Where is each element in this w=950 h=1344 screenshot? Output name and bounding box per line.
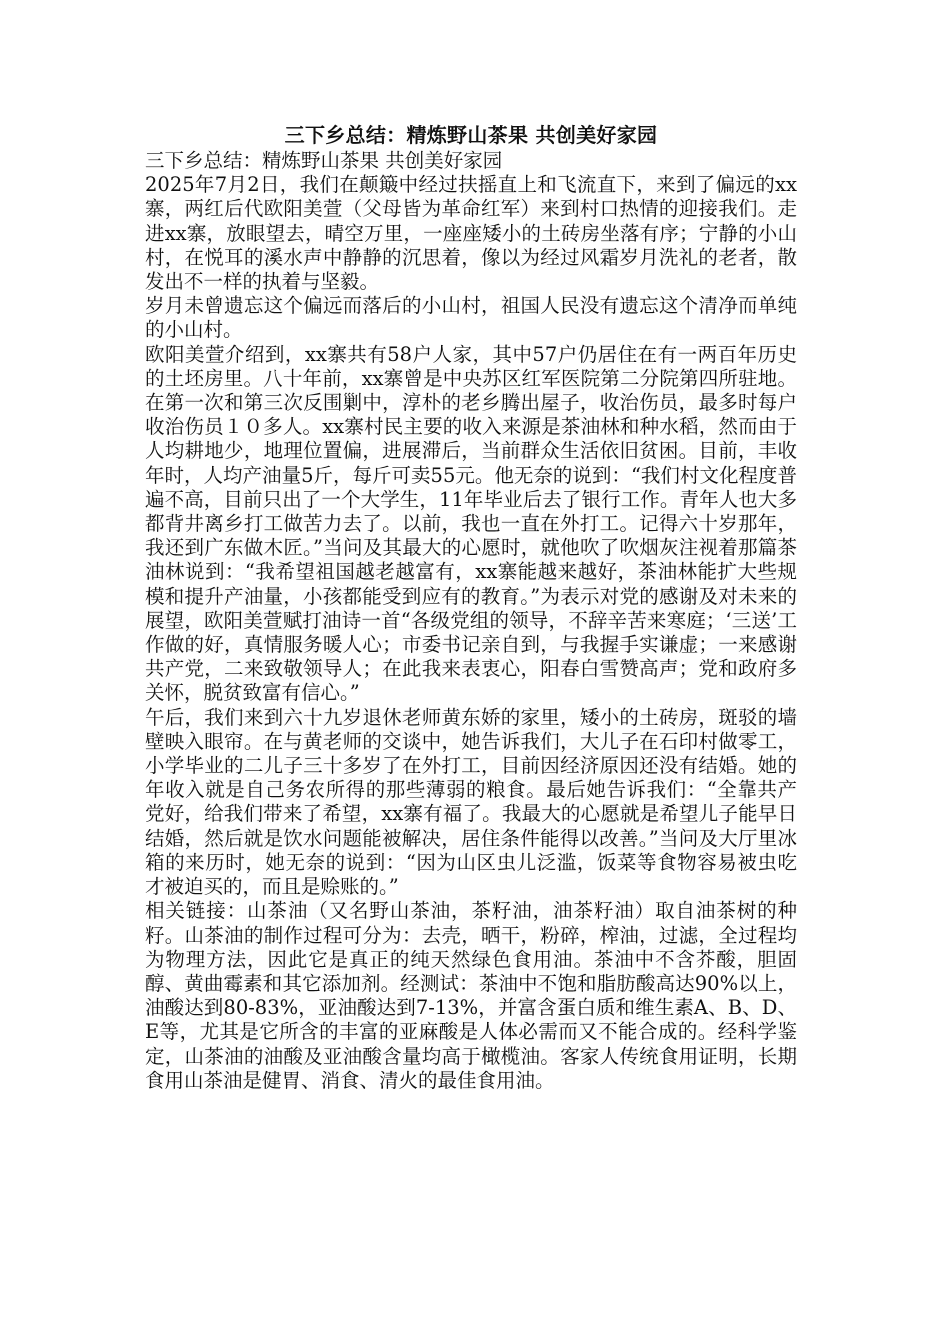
interview-paragraph: 欧阳美萱介绍到，xx寨共有58户人家，其中57户仍居住在有一两百年历史的土坯房里。八十年前，xx寨曾是中央苏区红军医院第二分院第四所驻地。在第一次和第三次反围剿中，淳朴的老乡腾出屋子，收治伤员，最多时每户收治伤员１０多人。xx寨村民主要的收入来源是茶油林和种水稻，然而由于人均耕地少，地理位置偏，进展滞后，当前群众生活依旧贫困。目前，丰收年时，人均产油量5斤，每斤可卖55元。他无奈的说到：“我们村文化程度普遍不高，目前只出了一个大学生，11年毕业后去了银行工作。青年人也大多都背井离乡打工做苦力去了。以前，我也一直在外打工。记得六十岁那年，我还到广东做木匠。”当问及其最大的心愿时，就他吹了吹烟灰注视着那篇茶油林说到：“我希望祖国越老越富有，xx寨能越来越好，茶油林能扩大些规模和提升产油量，小孩都能受到应有的教育。”为表示对党的感谢及对未来的展望，欧阳美萱赋打油诗一首“各级党组的领导，不辞辛苦来寒庭；‘三送’工作做的好，真情服务暖人心；市委书记亲自到，与我握手实谦虚；一来感谢共产党，二来致敬领导人；在此我来表衷心，阳春白雪赞高声；党和政府多关怀，脱贫致富有信心。” (145, 342, 797, 705)
document-body (145, 121, 797, 1093)
document-title: 三下乡总结：精炼野山茶果 共创美好家园 (284, 123, 658, 147)
related-link-paragraph: 相关链接：山茶油（又名野山茶油，茶籽油，油茶籽油）取自油茶树的种籽。山茶油的制作过程可分为：去壳，晒干，粉碎，榨油，过滤，全过程均为物理方法，因此它是真正的纯天然绿色食用油。茶油中不含芥酸，胆固醇、黄曲霉素和其它添加剂。经测试：茶油中不饱和脂肪酸高达90%以上，油酸达到80-83%，亚油酸达到7-13%，并富含蛋白质和维生素A、B、D、E等，尤其是它所含的丰富的亚麻酸是人体必需而又不能合成的。经科学鉴定，山茶油的油酸及亚油酸含量均高于橄榄油。客家人传统食用证明，长期食用山茶油是健胃、消食、清火的最佳食用油。 (145, 899, 797, 1092)
village-paragraph: 岁月未曾遗忘这个偏远而落后的小山村，祖国人民没有遗忘这个清净而单纯的小山村。 (145, 294, 797, 342)
arrival-paragraph: 2025年7月2日，我们在颠簸中经过扶摇直上和飞流直下，来到了偏远的xx寨，两红后代欧阳美萱（父母皆为革命红军）来到村口热情的迎接我们。走进xx寨，放眼望去，晴空万里，一座座矮小的土砖房坐落有序；宁静的小山村，在悦耳的溪水声中静静的沉思着，像以为经过风霜岁月洗礼的老者，散发出不一样的执着与坚毅。 (145, 173, 797, 294)
afternoon-paragraph: 午后，我们来到六十九岁退休老师黄东娇的家里，矮小的土砖房，斑驳的墙壁映入眼帘。在与黄老师的交谈中，她告诉我们，大儿子在石印村做零工，小学毕业的二儿子三十多岁了在外打工，目前因经济原因还没有结婚。她的年收入就是自己务农所得的那些薄弱的粮食。最后她告诉我们：“全靠共产党好，给我们带来了希望，xx寨有福了。我最大的心愿就是希望儿子能早日结婚，然后就是饮水问题能被解决，居住条件能得以改善。”当问及大厅里冰箱的来历时，她无奈的说到：“因为山区虫儿泛滥，饭菜等食物容易被虫吃才被迫买的，而且是赊账的。” (145, 705, 797, 899)
subtitle-paragraph: 三下乡总结：精炼野山茶果 共创美好家园 (145, 149, 503, 172)
